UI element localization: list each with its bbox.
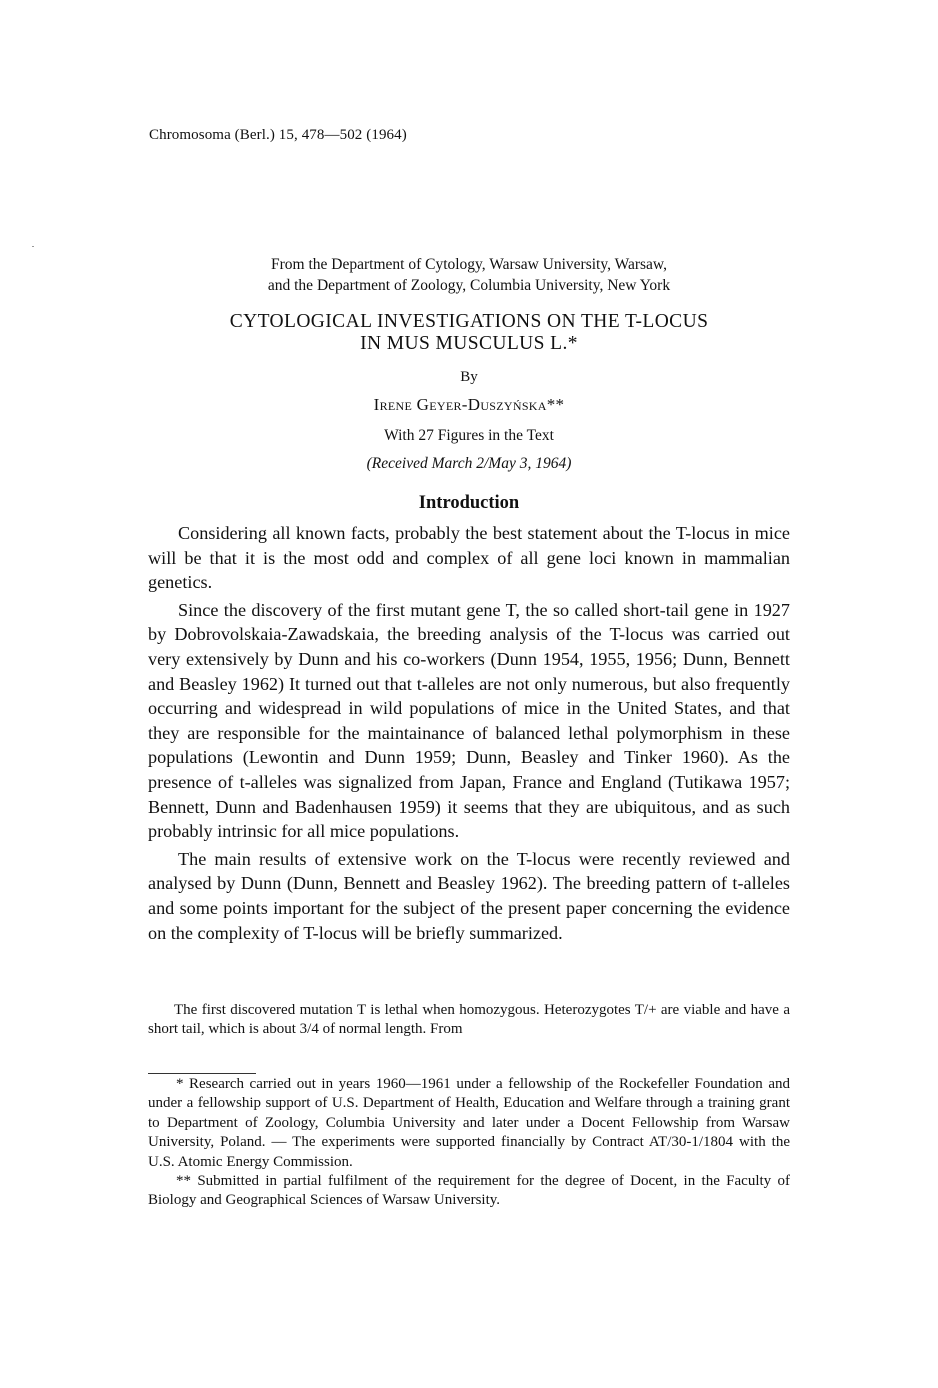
received-dates: (Received March 2/May 3, 1964) xyxy=(366,455,572,472)
footnote-2: ** Submitted in partial fulfilment of the requirement for the degree of Docent, in the Faculty of Biology and Geographical Sciences of Warsaw University. xyxy=(148,1173,790,1209)
paragraph-3: The main results of extensive work on the T-locus were recently reviewed and analysed by Dunn (Dunn, Bennett and Beasley 1962). The breeding pattern of t-alleles and some points important for the subject of the present paper concerning the evidence on the complexity of T-locus will be briefly summarized. xyxy=(148,848,790,943)
affiliation xyxy=(0,254,938,296)
title-line-1: CYTOLOGICAL INVESTIGATIONS ON THE T-LOCUS xyxy=(229,311,709,332)
footnotes xyxy=(148,1075,790,1211)
paragraph-4: The first discovered mutation T is lethal when homozygous. Heterozygotes T/+ are viable and have a short tail, which is about 3/4 of normal length. From xyxy=(148,1002,790,1038)
footnote-1: * Research carried out in years 1960—1961 under a fellowship of the Rockefeller Foundation and under a fellowship support of U.S. Department of Health, Education and Welfare through a training grant to Department of Zoology, Columbia University and later under a Docent Fellowship from Warsaw University, Poland. — The experiments were supported financially by Contract AT/30-1/1804 with the U.S. Atomic Energy Commission. xyxy=(148,1076,790,1170)
figures-note: With 27 Figures in the Text xyxy=(384,427,554,444)
by-line: By xyxy=(460,369,478,385)
section-heading: Introduction xyxy=(418,493,520,513)
small-print-paragraph xyxy=(148,1001,790,1040)
paper-title xyxy=(0,311,938,355)
affiliation-line-1: From the Department of Cytology, Warsaw University, Warsaw, xyxy=(271,256,667,273)
scan-speck xyxy=(32,246,34,247)
body-text xyxy=(148,521,790,948)
title-line-2: IN MUS MUSCULUS L.* xyxy=(360,333,578,354)
affiliation-line-2: and the Department of Zoology, Columbia University, New York xyxy=(267,277,671,294)
paragraph-2: Since the discovery of the first mutant gene T, the so called short-tail gene in 1927 by Dobrovolskaia-Zawadskaia, the breeding analysis of the T-locus was carried out very extensively by Dunn and his co-workers (Dunn 1954, 1955, 1956; Dunn, Bennett and Beasley 1962) It turned out that t-alleles are not only numerous, but also frequently occurring and widespread in wild populations of mice in the United States, and that they are responsible for the maintainance of balanced lethal polymorphism in these populations (Lewontin and Dunn 1959; Dunn, Beasley and Tinker 1960). As the presence of t-alleles was signalized from Japan, France and England (Tutikawa 1957; Bennett, Dunn and Badenhausen 1959) it seems that they are ubiquitous, and as such probably intrinsic for all mice populations. xyxy=(148,599,790,842)
author-name: Irene Geyer-Duszyńska** xyxy=(373,395,565,414)
journal-citation: Chromosoma (Berl.) 15, 478—502 (1964) xyxy=(149,127,407,143)
paragraph-1: Considering all known facts, probably the best statement about the T-locus in mice will be that it is the most odd and complex of all gene loci known in mammalian genetics. xyxy=(148,523,790,593)
footnote-rule xyxy=(148,1073,256,1074)
